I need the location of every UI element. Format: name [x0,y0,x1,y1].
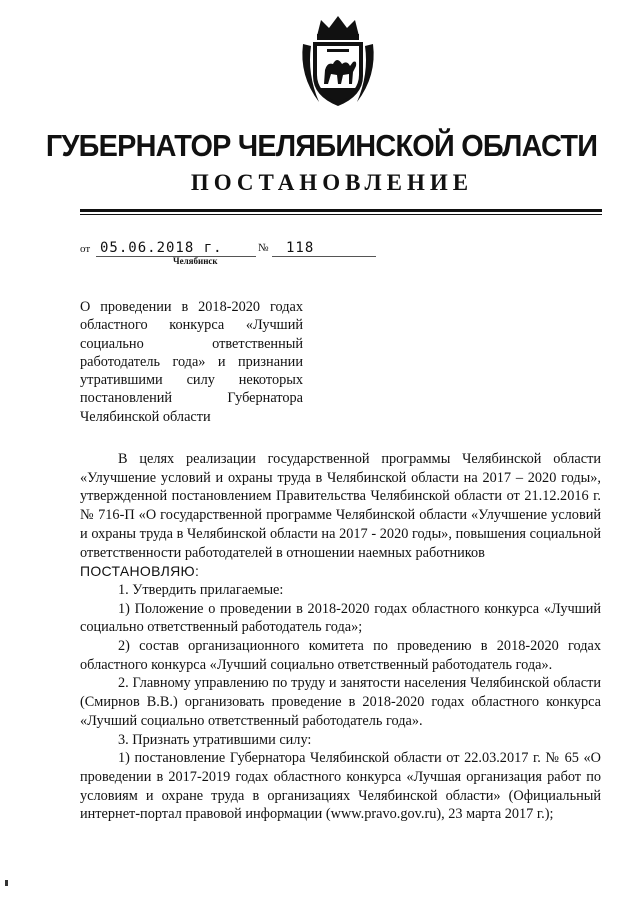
document-city: Челябинск [173,256,218,266]
subject-line: О проведении в 2018-2020 годах [80,299,303,315]
clause-1: 1. Утвердить прилагаемые: [118,581,284,598]
document-body [80,450,601,824]
preamble-paragraph: В целях реализации государственной программы Челябинской области «Улучшение условий и охраны труда в Челябинской области на 2017 – 2020 годы», утвержденной постановлением Правительства Челябинской области от 21.12.2016 г. № 716-П «О государственной программе Челябинской области «Улучшение условий и охраны труда в Челябинской области на 2017 - 2020 годы», повышения социальной ответственности работодателей в отношении наемных работников [80,451,601,561]
subject-line: работодатель года» и признании [80,353,303,370]
clause-1-1: 1) Положение о проведении в 2018-2020 годах областного конкурса «Лучший социально ответственный работодатель года»; [80,600,601,636]
header-rule-thin [80,214,602,215]
document-type: ПОСТАНОВЛЕНИЕ [190,170,474,195]
subject-line: Челябинской области [80,408,211,425]
clause-3-1: 1) постановление Губернатора Челябинской области от 22.03.2017 г. № 65 «О проведении в 2017-2019 годах областного конкурса «Лучшая организация работ по условиям и охране труда в организациях Челябинской области» (Официальный интернет-портал правовой информации (www.pravo.gov.ru), 23 марта 2017 г.); [80,750,601,823]
clause-3: 3. Признать утратившими силу: [118,731,312,748]
decree-keyword: ПОСТАНОВЛЯЮ: [80,563,200,580]
governor-title: ГУБЕРНАТОР ЧЕЛЯБИНСКОЙ ОБЛАСТИ [45,128,598,163]
header-rule-thick [80,209,602,212]
number-underline [272,256,376,257]
subject-line: постановлений Губернатора [80,390,303,407]
subject-line: областного конкурса «Лучший [80,317,303,334]
scan-margin-mark [5,880,8,886]
document-date: 05.06.2018 г. [100,240,223,256]
date-prefix: от [80,243,91,255]
subject-line: социально ответственный [80,335,303,352]
document-number: 118 [286,240,315,256]
clause-1-2: 2) состав организационного комитета по проведению в 2018-2020 годах областного конкурса «Лучший социально ответственный работодатель года». [80,638,601,673]
subject-line: утратившими силу некоторых [80,372,303,389]
chelyabinsk-coat-of-arms-icon [297,14,379,110]
document-subject [80,298,303,426]
clause-2: 2. Главному управлению по труду и занятости населения Челябинской области (Смирнов В.В.) организовать проведение в 2018-2020 годах областного конкурса «Лучший социально ответственный работодатель года». [80,675,601,729]
number-prefix: № [258,242,269,254]
